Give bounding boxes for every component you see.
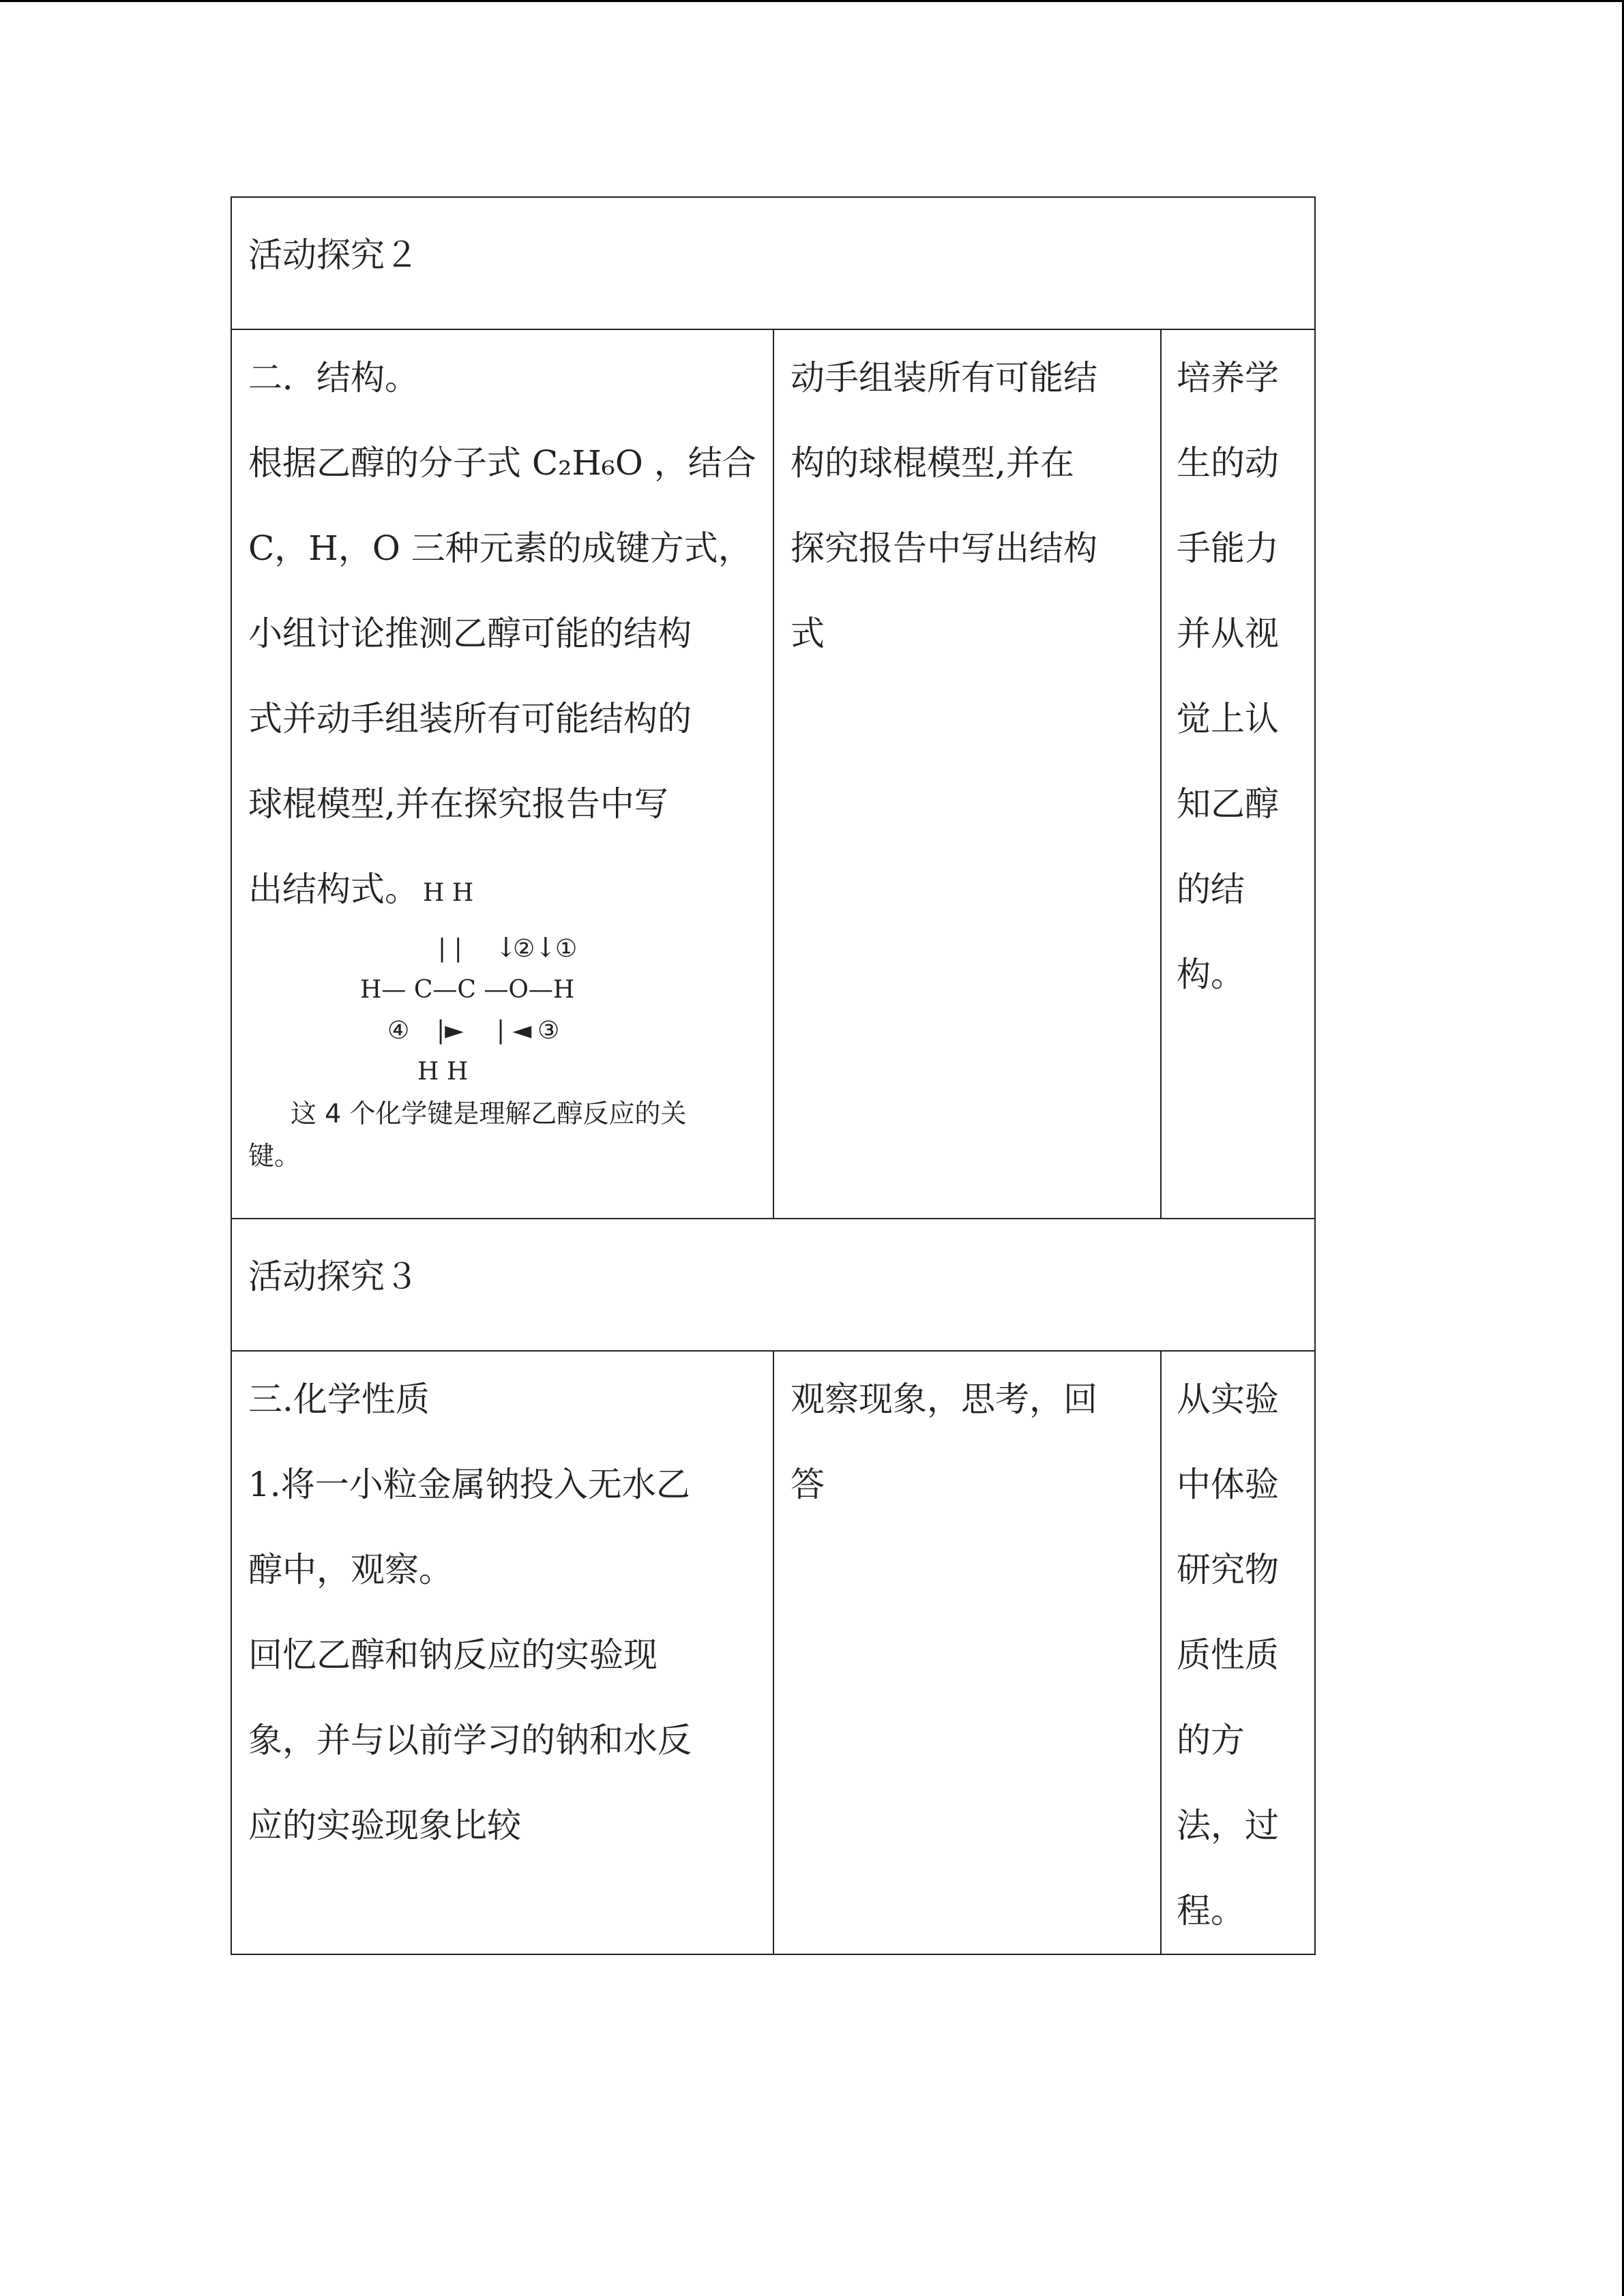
purpose-line: 的结: [1177, 869, 1245, 909]
formula-main-chain: H— C—C —O—H: [360, 976, 575, 1004]
chemical-line: 应的实验现象比较: [248, 1806, 521, 1845]
purpose-line: 并从视: [1177, 614, 1279, 653]
structure-line: C，H，O 三种元素的成键方式，: [248, 528, 752, 568]
purpose-line: 研究物: [1177, 1550, 1279, 1590]
purpose-line: 知乙醇: [1177, 784, 1279, 824]
formula-top-h: H H: [423, 879, 474, 907]
bond-label-2: ②: [513, 935, 535, 963]
activity-line: 答: [791, 1465, 825, 1504]
activity3-row: [231, 1219, 1315, 1351]
chemical-activity-cell: [773, 1351, 1161, 1954]
purpose-line: 培养学: [1177, 358, 1279, 398]
purpose-line: 的方: [1177, 1720, 1245, 1760]
formula-bottom-h: H H: [417, 1058, 469, 1086]
bond-label-1: ①: [555, 935, 578, 963]
structure-activity-cell: [773, 329, 1161, 1219]
chemical-line: 1.将一小粒金属钠投入无水乙: [248, 1465, 690, 1504]
page-top-border: [0, 0, 1624, 2]
activity-line: 式: [791, 614, 825, 653]
arrow-right-icon: |►: [437, 1017, 464, 1045]
purpose-line: 构。: [1177, 955, 1245, 994]
purpose-line: 手能力: [1177, 528, 1279, 568]
activity-line: 动手组装所有可能结: [791, 358, 1097, 398]
note-line: 键。: [248, 1141, 301, 1171]
chemical-line: 象，并与以前学习的钠和水反: [248, 1720, 692, 1760]
structure-line: 根据乙醇的分子式 C₂H₆O ，结合: [248, 443, 756, 483]
purpose-line: 法，过: [1177, 1806, 1279, 1845]
purpose-line: 生的动: [1177, 443, 1279, 483]
chemical-line: 回忆乙醇和钠反应的实验现: [248, 1635, 658, 1675]
purpose-line: 中体验: [1177, 1465, 1279, 1504]
structure-line: 球棍模型,并在探究报告中写: [248, 784, 668, 824]
chemical-content-cell: [231, 1351, 773, 1954]
structure-line: 小组讨论推测乙醇可能的结构: [248, 614, 692, 653]
purpose-line: 程。: [1177, 1891, 1245, 1930]
purpose-line: 觉上认: [1177, 699, 1279, 739]
note-line: 这 4 个化学键是理解乙醇反应的关: [291, 1099, 687, 1129]
activity3-title: 活动探究３: [248, 1257, 419, 1296]
activity-line: 探究报告中写出结构: [791, 528, 1097, 568]
lesson-table: [231, 196, 1316, 1955]
chemical-line: 醇中，观察。: [248, 1550, 453, 1590]
activity2-row: [231, 197, 1315, 329]
arrow-down-icon: ↓: [534, 932, 557, 964]
purpose-line: 从实验: [1177, 1380, 1279, 1419]
chemical-purpose-cell: [1161, 1351, 1315, 1954]
arrow-down-icon: ↓: [494, 932, 518, 964]
ethanol-structural-formula: [232, 932, 773, 1086]
chemical-heading: 三.化学性质: [248, 1380, 430, 1419]
arrow-left-icon: | ◄: [497, 1017, 532, 1045]
activity2-title: 活动探究２: [248, 235, 419, 275]
structure-content-cell: [231, 329, 773, 1219]
structure-heading: 二．结构。: [248, 358, 419, 398]
bond-label-4: ④: [387, 1017, 410, 1045]
activity-line: 构的球棍模型,并在: [791, 443, 1074, 483]
structure-line: 式并动手组装所有可能结构的: [248, 699, 692, 739]
structure-line: 出结构式。: [248, 869, 419, 909]
bond-label-3: ③: [537, 1017, 560, 1045]
chemical-row: [231, 1351, 1315, 1954]
purpose-line: 质性质: [1177, 1635, 1279, 1675]
activity-line: 观察现象，思考，回: [791, 1380, 1097, 1419]
structure-row: [231, 329, 1315, 1219]
formula-bars: | |: [438, 935, 462, 963]
structure-purpose-cell: [1161, 329, 1315, 1219]
